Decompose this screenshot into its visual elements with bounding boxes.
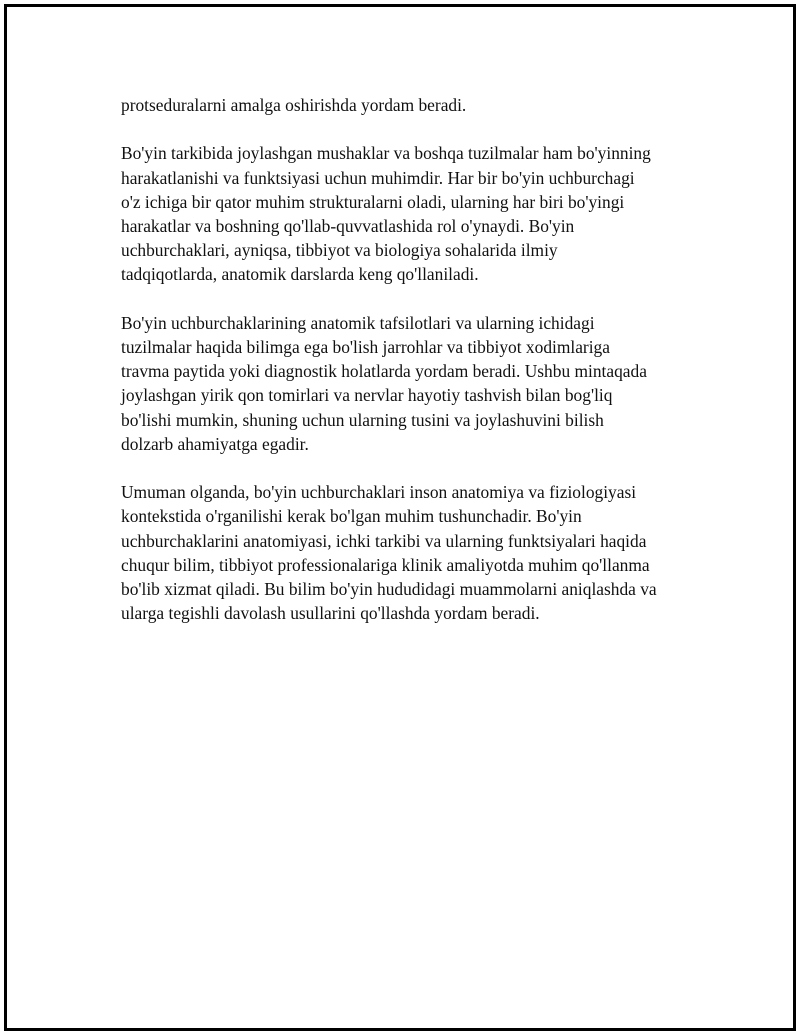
- document-page: [4, 4, 796, 1031]
- paragraph-3: Bo'yin uchburchaklarining anatomik tafsilotlari va ularning ichidagi tuzilmalar haqida bilimga ega bo'lish jarrohlar va tibbiyot xodimlariga travma paytida yoki diagnostik holatlarda yordam beradi. Ushbu mintaqada joylashgan yirik qon tomirlari va nervlar hayotiy tashvish bilan bog'liq bo'lishi mumkin, shuning uchun ularning tusini va joylashuvini bilish dolzarb ahamiyatga egadir.: [121, 312, 647, 454]
- paragraph-4: Umuman olganda, bo'yin uchburchaklari inson anatomiya va fiziologiyasi kontekstida o'rganilishi kerak bo'lgan muhim tushunchadir. Bo'yin uchburchaklarini anatomiyasi, ichki tarkibi va ularning funktsiyalari haqida chuqur bilim, tibbiyot professionalariga klinik amaliyotda muhim qo'llanma bo'lib xizmat qiladi. Bu bilim bo'yin hududidagi muammolarni aniqlashda va ularga tegishli davolash usullarini qo'llashda yordam beradi.: [121, 482, 657, 624]
- paragraph-2: Bo'yin tarkibida joylashgan mushaklar va boshqa tuzilmalar ham bo'yinning harakatlanishi va funktsiyasi uchun muhimdir. Har bir bo'yin uchburchagi o'z ichiga bir qator muhim strukturalarni oladi, ularning har biri bo'yingi harakatlar va boshning qo'llab-quvvatlashida rol o'ynaydi. Bo'yin uchburchaklari, ayniqsa, tibbiyot va biologiya sohalarida ilmiy tadqiqotlarda, anatomik darslarda keng qo'llaniladi.: [121, 143, 651, 285]
- document-body: [121, 93, 711, 650]
- paragraph-1: protseduralarni amalga oshirishda yordam beradi.: [121, 95, 467, 115]
